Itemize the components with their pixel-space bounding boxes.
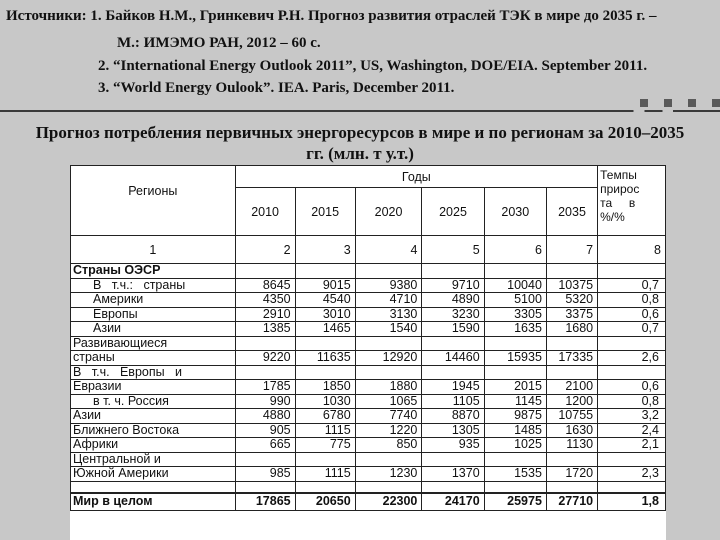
value-cell: 1485	[484, 423, 546, 438]
heading-line-2: гг. (млн. т у.т.)	[306, 144, 414, 163]
header-rate-line-4: %/%	[600, 210, 625, 224]
table-row	[71, 365, 666, 380]
header-years: Годы	[235, 166, 598, 188]
value-cell: 10755	[546, 409, 597, 424]
value-cell: 3375	[546, 307, 597, 322]
table-row	[71, 264, 666, 279]
value-cell: 1945	[422, 380, 484, 395]
table-row	[71, 380, 666, 395]
rate-cell: 0,8	[598, 293, 666, 308]
header-year-2025: 2025	[422, 188, 484, 236]
rate-cell: 0,6	[598, 380, 666, 395]
value-cell: 25975	[484, 493, 546, 511]
value-cell: 27710	[546, 493, 597, 511]
table-row	[71, 336, 666, 351]
value-cell: 7740	[355, 409, 422, 424]
value-cell: 9710	[422, 278, 484, 293]
region-label: Центральной и	[71, 452, 236, 467]
table-row	[71, 394, 666, 409]
spacer-row	[71, 481, 666, 493]
rate-cell: 2,4	[598, 423, 666, 438]
value-cell	[546, 264, 597, 279]
column-number-1: 1	[71, 236, 236, 264]
region-label: Азии	[71, 322, 236, 337]
forecast-table	[70, 165, 666, 511]
total-row	[71, 493, 666, 511]
forecast-table-image	[70, 165, 666, 540]
value-cell: 775	[295, 438, 355, 453]
value-cell: 9220	[235, 351, 295, 366]
rate-cell	[598, 264, 666, 279]
value-cell: 20650	[295, 493, 355, 511]
value-cell	[295, 365, 355, 380]
header-rate-line-2: прирос	[600, 182, 640, 196]
value-cell	[422, 365, 484, 380]
heading-line-1: Прогноз потребления первичных энергоресурсов в мире и по регионам за 2010–2035	[35, 123, 685, 142]
value-cell: 1115	[295, 423, 355, 438]
value-cell	[295, 264, 355, 279]
value-cell	[235, 452, 295, 467]
column-number-2: 2	[235, 236, 295, 264]
header-regions: Регионы	[71, 166, 236, 236]
column-number-8: 8	[598, 236, 666, 264]
value-cell: 3230	[422, 307, 484, 322]
table-row	[71, 467, 666, 482]
value-cell: 22300	[355, 493, 422, 511]
rate-cell: 2,3	[598, 467, 666, 482]
value-cell: 935	[422, 438, 484, 453]
header-year-2010: 2010	[235, 188, 295, 236]
source-line-4: 3. “World Energy Oulook”. IEA. Paris, December 2011.	[98, 80, 455, 96]
table-row	[71, 351, 666, 366]
value-cell: 1025	[484, 438, 546, 453]
decorative-square-3	[688, 99, 696, 107]
value-cell: 12920	[355, 351, 422, 366]
value-cell	[546, 336, 597, 351]
rate-cell: 0,7	[598, 278, 666, 293]
value-cell: 1370	[422, 467, 484, 482]
value-cell: 1145	[484, 394, 546, 409]
value-cell: 1535	[484, 467, 546, 482]
value-cell	[295, 452, 355, 467]
region-label: Азии	[71, 409, 236, 424]
region-label: Америки	[71, 293, 236, 308]
table-row	[71, 322, 666, 337]
value-cell: 17865	[235, 493, 295, 511]
value-cell: 3130	[355, 307, 422, 322]
column-number-4: 4	[355, 236, 422, 264]
source-line-3: 2. “International Energy Outlook 2011”, US, Washington, DOE/EIA. September 2011.	[98, 58, 648, 74]
value-cell: 905	[235, 423, 295, 438]
value-cell: 1065	[355, 394, 422, 409]
table-row	[71, 409, 666, 424]
table-row	[71, 438, 666, 453]
value-cell: 1850	[295, 380, 355, 395]
region-label: Европы	[71, 307, 236, 322]
value-cell: 1680	[546, 322, 597, 337]
value-cell: 4710	[355, 293, 422, 308]
decorative-square-2	[664, 99, 672, 107]
rate-cell: 0,7	[598, 322, 666, 337]
value-cell: 1105	[422, 394, 484, 409]
value-cell: 4880	[235, 409, 295, 424]
value-cell: 14460	[422, 351, 484, 366]
value-cell: 4350	[235, 293, 295, 308]
region-label: Евразии	[71, 380, 236, 395]
region-label: В т.ч. Европы и	[71, 365, 236, 380]
header-year-2030: 2030	[484, 188, 546, 236]
rate-cell: 3,2	[598, 409, 666, 424]
value-cell	[355, 452, 422, 467]
table-row	[71, 307, 666, 322]
value-cell: 1130	[546, 438, 597, 453]
value-cell: 1200	[546, 394, 597, 409]
value-cell	[235, 365, 295, 380]
value-cell: 1230	[355, 467, 422, 482]
value-cell: 2910	[235, 307, 295, 322]
header-growth-rate	[598, 166, 666, 236]
value-cell	[295, 336, 355, 351]
value-cell: 8645	[235, 278, 295, 293]
value-cell: 5100	[484, 293, 546, 308]
value-cell	[484, 452, 546, 467]
value-cell	[355, 264, 422, 279]
slide-heading	[0, 122, 720, 164]
value-cell	[484, 264, 546, 279]
value-cell	[422, 264, 484, 279]
value-cell: 2015	[484, 380, 546, 395]
value-cell: 9875	[484, 409, 546, 424]
column-number-6: 6	[484, 236, 546, 264]
value-cell: 8870	[422, 409, 484, 424]
value-cell: 1465	[295, 322, 355, 337]
rate-cell: 2,1	[598, 438, 666, 453]
value-cell: 10040	[484, 278, 546, 293]
decorative-square-1	[640, 99, 648, 107]
value-cell: 9015	[295, 278, 355, 293]
value-cell: 4890	[422, 293, 484, 308]
region-label: страны	[71, 351, 236, 366]
value-cell: 985	[235, 467, 295, 482]
value-cell: 1635	[484, 322, 546, 337]
region-label: Развивающиеся	[71, 336, 236, 351]
value-cell: 5320	[546, 293, 597, 308]
decorative-square-4	[712, 99, 720, 107]
region-label: Южной Америки	[71, 467, 236, 482]
value-cell: 850	[355, 438, 422, 453]
value-cell: 1030	[295, 394, 355, 409]
source-line-2: М.: ИМЭМО РАН, 2012 – 60 с.	[117, 35, 321, 51]
header-rate-line-3: та в	[600, 196, 636, 210]
column-number-3: 3	[295, 236, 355, 264]
value-cell: 1385	[235, 322, 295, 337]
sources-block	[0, 0, 720, 112]
header-year-2035: 2035	[546, 188, 597, 236]
value-cell: 1540	[355, 322, 422, 337]
value-cell: 1630	[546, 423, 597, 438]
value-cell	[355, 336, 422, 351]
value-cell	[235, 264, 295, 279]
rate-cell: 0,6	[598, 307, 666, 322]
value-cell	[355, 365, 422, 380]
region-label: в т. ч. Россия	[71, 394, 236, 409]
region-label: Страны ОЭСР	[71, 264, 236, 279]
value-cell: 1305	[422, 423, 484, 438]
value-cell: 4540	[295, 293, 355, 308]
value-cell: 2100	[546, 380, 597, 395]
value-cell	[546, 452, 597, 467]
value-cell: 1220	[355, 423, 422, 438]
value-cell: 665	[235, 438, 295, 453]
value-cell: 1115	[295, 467, 355, 482]
value-cell: 17335	[546, 351, 597, 366]
source-line-1: Источники: 1. Байков Н.М., Гринкевич Р.Н. Прогноз развития отраслей ТЭК в мире до 2035 г. –	[6, 8, 657, 24]
value-cell	[422, 452, 484, 467]
rate-cell	[598, 452, 666, 467]
value-cell: 1590	[422, 322, 484, 337]
rate-cell: 1,8	[598, 493, 666, 511]
header-rate-line-1: Темпы	[600, 168, 637, 182]
value-cell	[546, 365, 597, 380]
value-cell: 6780	[295, 409, 355, 424]
divider-rule	[0, 110, 720, 112]
value-cell	[422, 336, 484, 351]
value-cell	[235, 336, 295, 351]
rate-cell	[598, 336, 666, 351]
value-cell: 990	[235, 394, 295, 409]
region-label: В т.ч.: страны	[71, 278, 236, 293]
value-cell: 11635	[295, 351, 355, 366]
header-year-2015: 2015	[295, 188, 355, 236]
region-label: Африки	[71, 438, 236, 453]
value-cell: 1785	[235, 380, 295, 395]
value-cell: 9380	[355, 278, 422, 293]
value-cell	[484, 365, 546, 380]
table-row	[71, 452, 666, 467]
value-cell: 3305	[484, 307, 546, 322]
table-row	[71, 278, 666, 293]
region-label: Ближнего Востока	[71, 423, 236, 438]
column-number-7: 7	[546, 236, 597, 264]
rate-cell: 2,6	[598, 351, 666, 366]
region-label: Мир в целом	[71, 493, 236, 511]
header-year-2020: 2020	[355, 188, 422, 236]
value-cell: 1880	[355, 380, 422, 395]
table-row	[71, 423, 666, 438]
value-cell: 15935	[484, 351, 546, 366]
value-cell: 10375	[546, 278, 597, 293]
value-cell: 24170	[422, 493, 484, 511]
table-row	[71, 293, 666, 308]
column-number-5: 5	[422, 236, 484, 264]
value-cell	[484, 336, 546, 351]
rate-cell: 0,8	[598, 394, 666, 409]
value-cell: 1720	[546, 467, 597, 482]
rate-cell	[598, 365, 666, 380]
value-cell: 3010	[295, 307, 355, 322]
